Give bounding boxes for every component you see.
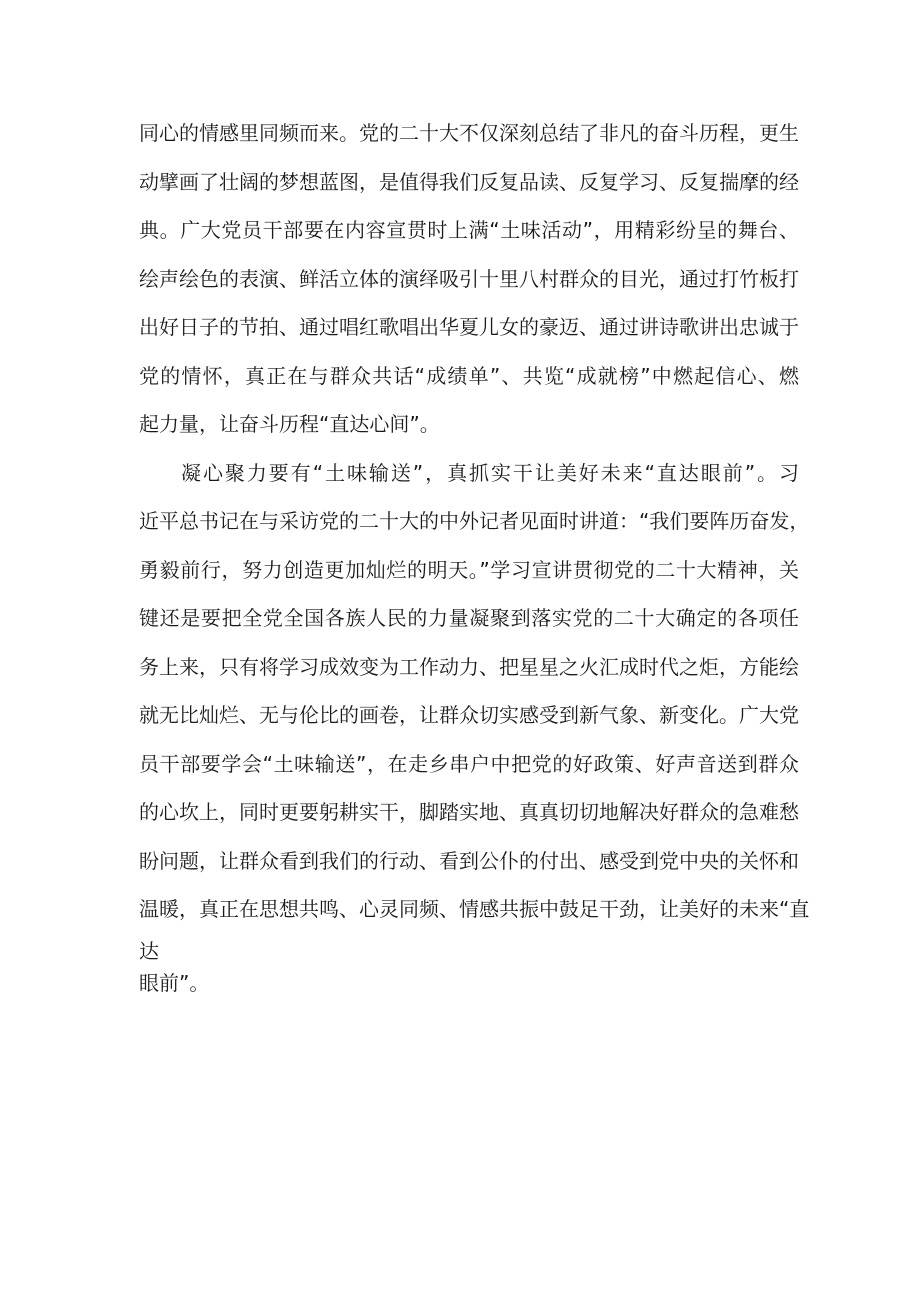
body-text-line: 勇毅前行，努力创造更加灿烂的明天。”学习宣讲贯彻党的二十大精神，关 [139,558,799,582]
body-text-line: 动擘画了壮阔的梦想蓝图，是值得我们反复品读、反复学习、反复揣摩的经 [139,170,799,194]
body-text-line: 典。广大党员干部要在内容宣贯时上满“土味活动”，用精彩纷呈的舞台、 [139,218,799,242]
paragraph-first-line: 凝心聚力要有“土味输送”，真抓实干让美好未来“直达眼前”。习 [181,461,799,485]
body-text-line: 就无比灿烂、无与伦比的画卷，让群众切实感受到新气象、新变化。广大党 [139,703,799,727]
body-text-line: 达 [139,939,159,963]
body-text-line: 的心坎上，同时更要躬耕实干，脚踏实地、真真切切地解决好群众的急难愁 [139,800,799,824]
body-text-line: 党的情怀，真正在与群众共话“成绩单”、共览“成就榜”中燃起信心、燃 [139,364,799,388]
body-text-line: 员干部要学会“土味输送”，在走乡串户中把党的好政策、好声音送到群众 [139,752,799,776]
body-text-line: 出好日子的节拍、通过唱红歌唱出华夏儿女的豪迈、通过讲诗歌讲出忠诚于 [139,315,799,339]
body-text-line: 温暖，真正在思想共鸣、心灵同频、情感共振中鼓足干劲，让美好的未来“直 [139,897,810,921]
body-text-line: 眼前”。 [139,971,210,995]
body-text-line: 绘声绘色的表演、鲜活立体的演绎吸引十里八村群众的目光，通过打竹板打 [139,267,799,291]
body-text-line: 起力量，让奋斗历程“直达心间”。 [139,412,440,436]
body-text-line: 同心的情感里同频而来。党的二十大不仅深刻总结了非凡的奋斗历程，更生 [139,121,799,145]
body-text-line: 键还是要把全党全国各族人民的力量凝聚到落实党的二十大确定的各项任 [139,606,799,630]
body-text-line: 务上来，只有将学习成效变为工作动力、把星星之火汇成时代之炬，方能绘 [139,655,799,679]
body-text-line: 近平总书记在与采访党的二十大的中外记者见面时讲道：“我们要阵历奋发， [139,509,810,533]
body-text-line: 盼问题，让群众看到我们的行动、看到公仆的付出、感受到党中央的关怀和 [139,849,799,873]
